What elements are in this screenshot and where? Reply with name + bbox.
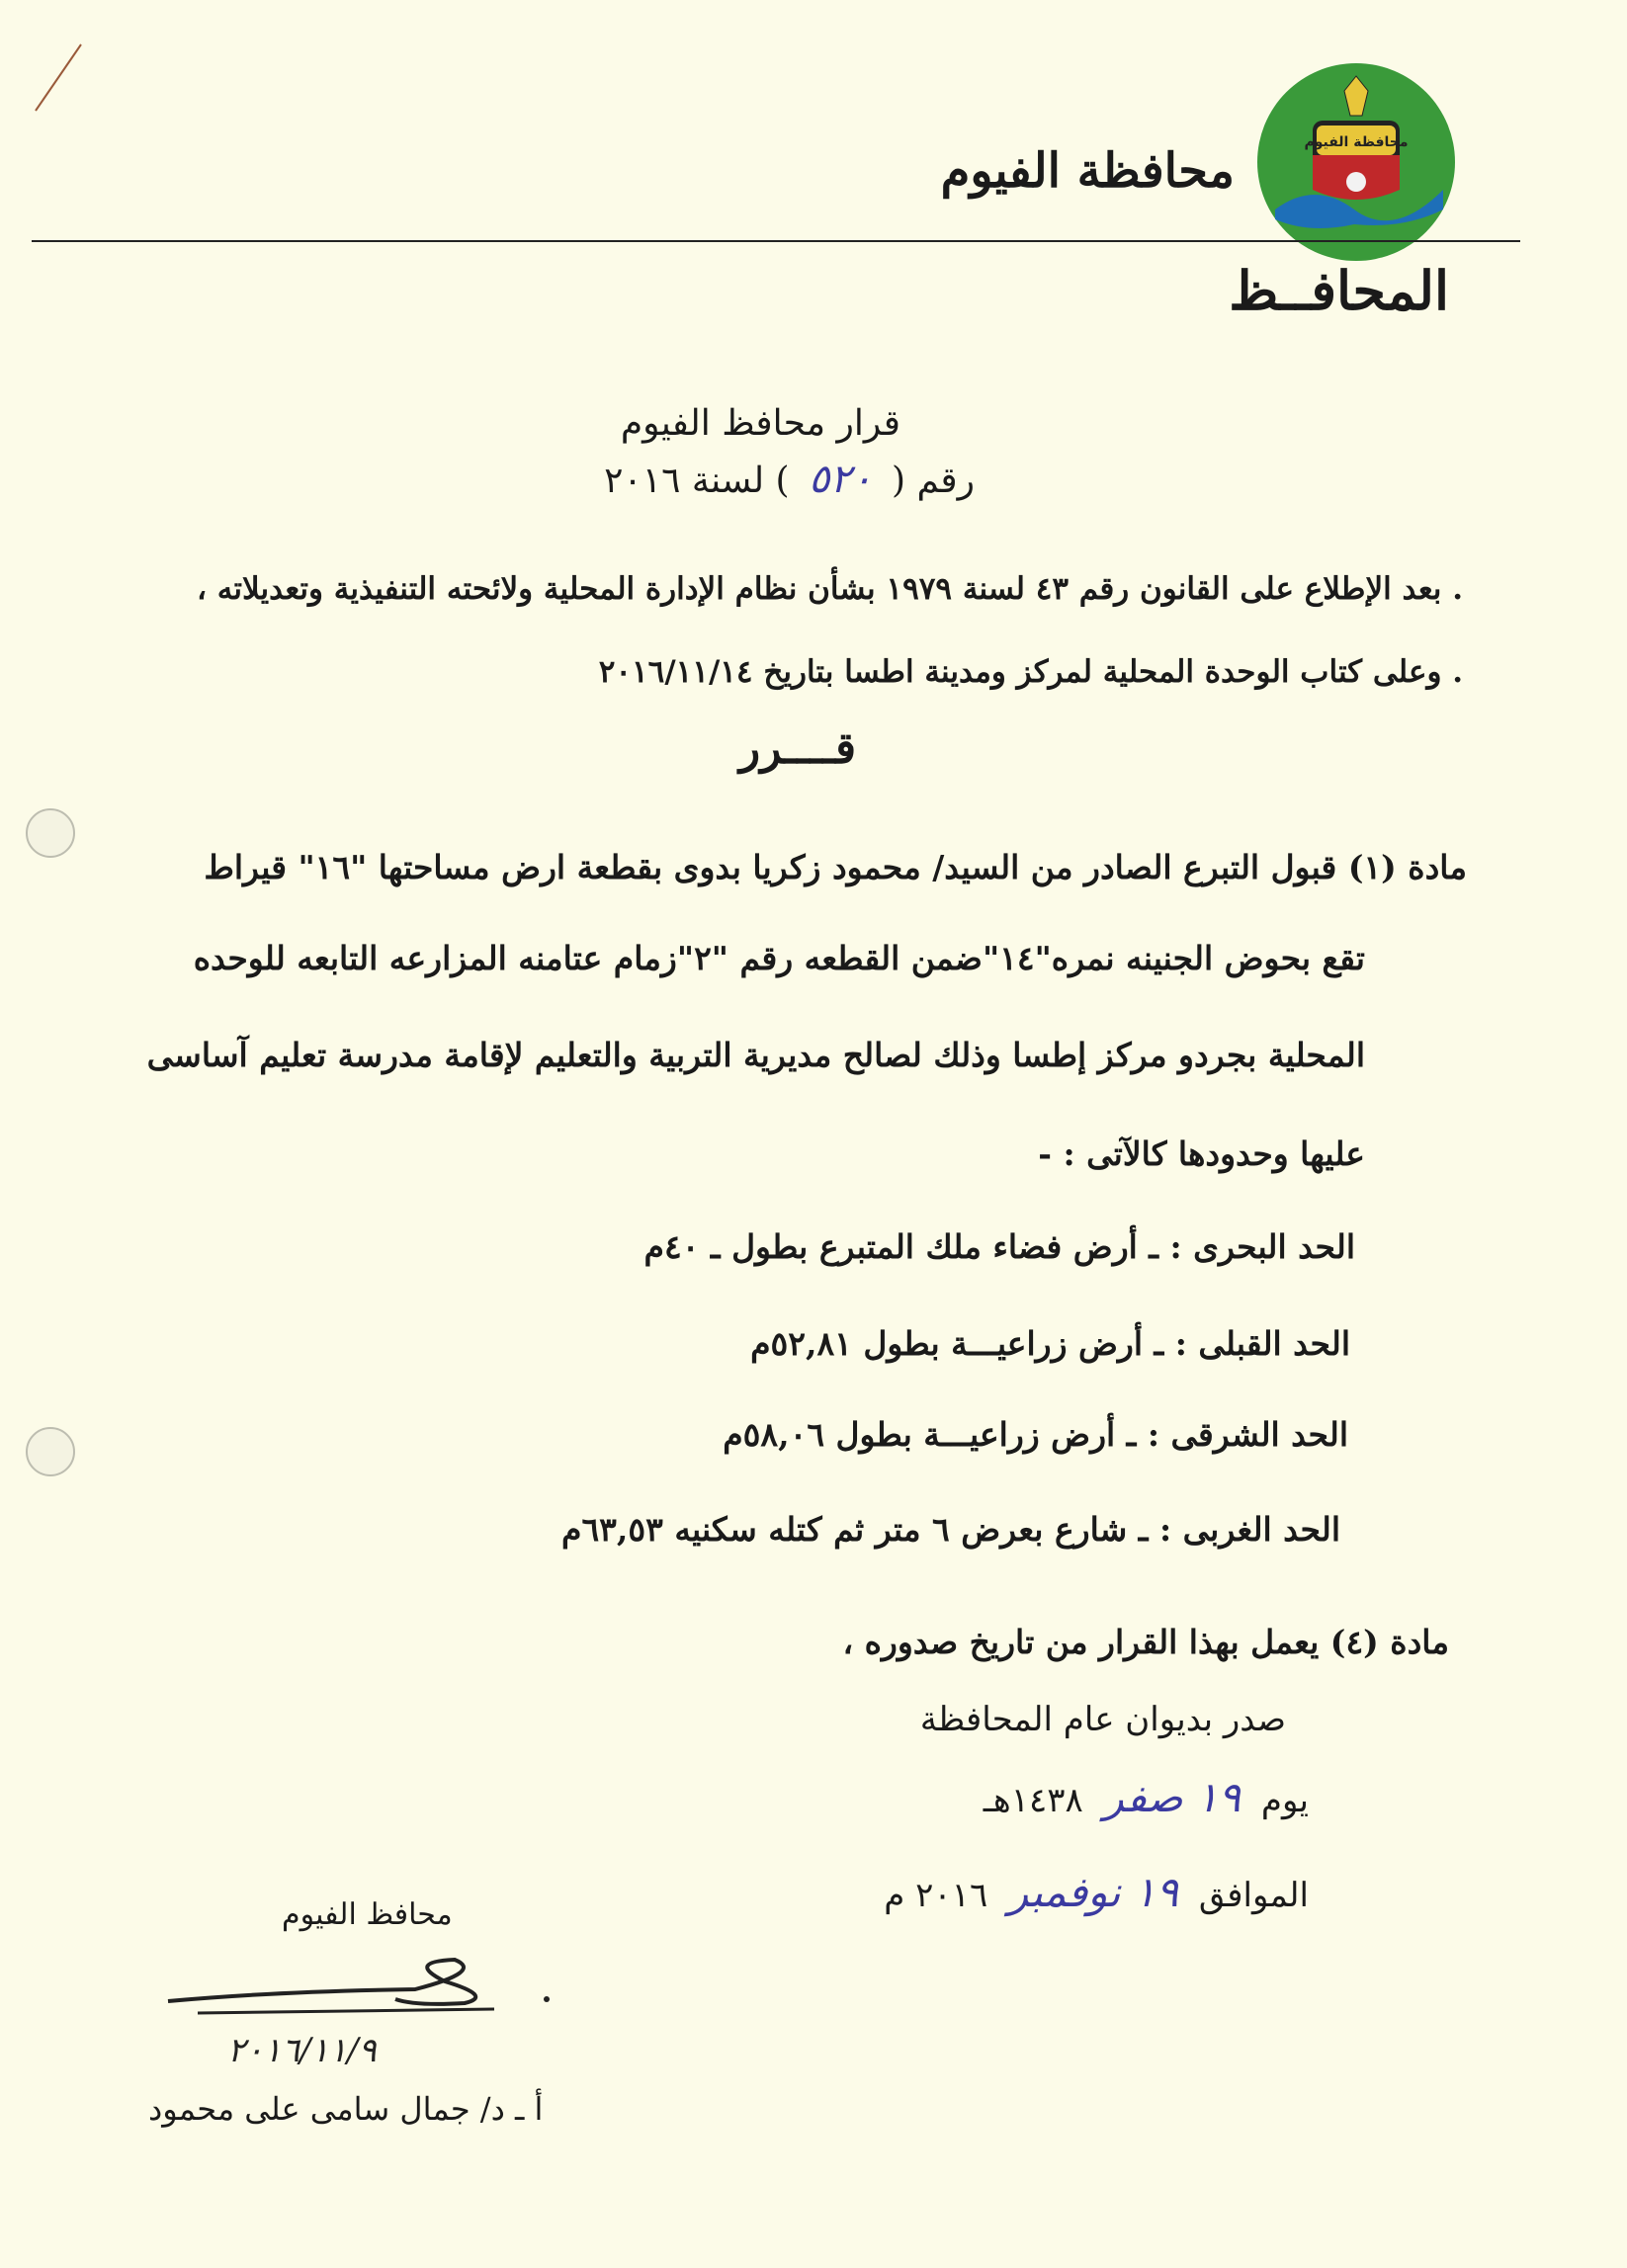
article-1-line-3: المحلية بجردو مركز إطسا وذلك لصالح مديرية التربية والتعليم لإقامة مدرسة تعليم آساسى [146,1036,1365,1074]
corner-pen-mark [30,40,89,119]
decree-number-suffix: ) لسنة ٢٠١٦ [604,461,790,501]
boundary-text: ـ شارع بعرض ٦ متر ثم كتله سكنيه ٦٣,٥٣م [561,1510,1149,1549]
article-4: مادة (٤) يعمل بهذا القرار من تاريخ صدوره ، [842,1623,1449,1661]
boundary-label: الحد القبلى : [1174,1324,1350,1363]
boundary-label: الحد البحرى : [1169,1227,1355,1266]
hijri-year: ١٤٣٨هـ [983,1781,1083,1820]
office-title: المحافــظ [1229,259,1449,322]
boundary-south [750,1324,1350,1363]
punch-hole [26,808,75,858]
article-1-line-1: مادة (١) قبول التبرع الصادر من السيد/ محمود زكريا بدوى بقطعة ارض مساحتها "١٦" قيراط [204,848,1467,886]
decree-number-line [604,457,975,502]
logo-text: محافظة الفيوم [1304,134,1409,150]
preamble-line-1: . بعد الإطلاع على القانون رقم ٤٣ لسنة ١٩٧٩ بشأن نظام الإدارة المحلية ولائحته التنفيذية وتعديلاته ، [196,571,1463,607]
decree-title: قرار محافظ الفيوم [620,403,900,444]
punch-hole [26,1427,75,1476]
day-label: يوم [1260,1781,1309,1820]
governorate-name: محافظة الفيوم [940,143,1235,199]
decree-number-handwritten: ٥٢٠ [809,457,873,502]
decree-number-prefix: رقم ( [891,461,975,501]
boundary-label: الحد الشرقى : [1147,1415,1348,1454]
boundary-text: ـ أرض فضاء ملك المتبرع بطول ـ ٤٠م [643,1227,1158,1266]
boundary-label: الحد الغربى : [1158,1510,1340,1549]
article-1-line-2: تقع بحوض الجنينه نمره"١٤"ضمن القطعه رقم "٢"زمام عتامنه المزارعه التابعه للوحده [193,939,1365,977]
gregorian-year: ٢٠١٦ م [884,1876,988,1915]
gregorian-date-handwritten: ١٩ نوفمبر [1008,1868,1179,1916]
hijri-date-line [984,1773,1309,1821]
gregorian-date-line [884,1868,1309,1916]
signature-date-handwritten: ٢٠١٦/١١/٩ [227,2031,377,2070]
hijri-date-handwritten: ١٩ صفر [1103,1773,1242,1821]
decided-heading: قــــرر [738,723,856,774]
boundary-text: ـ أرض زراعيـــة بطول ٥٢,٨١م [750,1324,1164,1363]
signatory-name: أ ـ د/ جمال سامى على محمود [148,2090,544,2128]
issued-at: صدر بديوان عام المحافظة [919,1700,1286,1739]
governorate-seal-logo [1255,61,1457,263]
preamble-line-2: . وعلى كتاب الوحدة المحلية لمركز ومدينة اطسا بتاريخ ٢٠١٦/١١/١٤ [598,654,1463,690]
signature-title: محافظ الفيوم [282,1897,453,1932]
boundary-north [644,1227,1355,1266]
header-divider [32,240,1520,242]
boundary-east [723,1415,1348,1454]
boundary-west [561,1510,1340,1549]
agreeing-label: الموافق [1198,1876,1309,1915]
boundary-text: ـ أرض زراعيـــة بطول ٥٨,٠٦م [723,1415,1137,1454]
article-1-line-4: عليها وحدودها كالآتى : - [1038,1134,1365,1173]
